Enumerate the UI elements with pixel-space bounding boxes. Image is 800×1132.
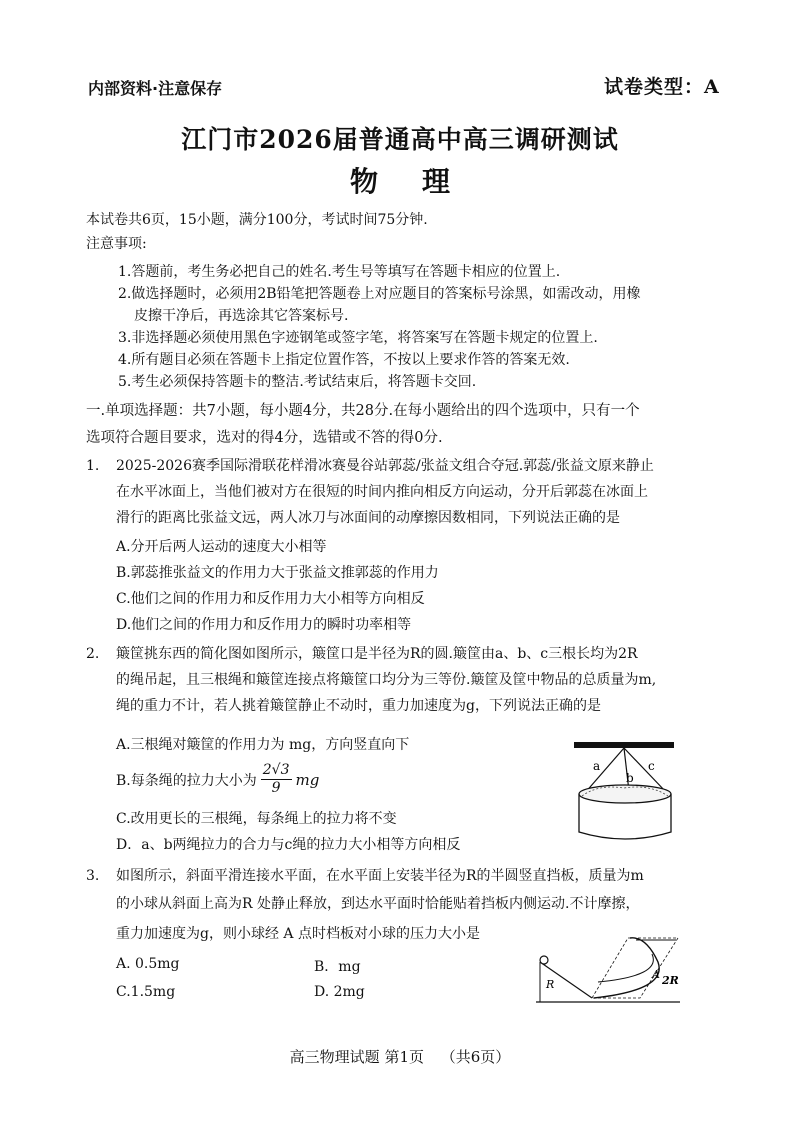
footer-total: （共6页） xyxy=(440,1048,511,1066)
notice-item: 3.非选择题必须使用黑色字迹钢笔或签字笔，将答案写在答题卡规定的位置上. xyxy=(118,330,598,346)
option-c: C.他们之间的作用力和反作用力大小相等方向相反 xyxy=(116,591,425,607)
question-text: 的小球从斜面上高为R 处静止释放，到达水平面时恰能贴着挡板内侧运动.不计摩擦， xyxy=(116,896,640,912)
section-heading-cont: 选项符合题目要求，选对的得4分，选错或不答的得0分. xyxy=(86,430,443,446)
footer-page: 高三物理试题 第1页 xyxy=(289,1048,424,1066)
subject-title xyxy=(0,160,800,200)
option-d: D．a、b两绳拉力的合力与c绳的拉力大小相等方向相反 xyxy=(116,837,461,853)
point-a-label: A xyxy=(652,968,660,981)
question-text: 重力加速度为g，则小球经 A 点时档板对小球的压力大小是 xyxy=(116,926,480,942)
ball xyxy=(540,956,548,964)
option-d: D. 2mg xyxy=(314,984,365,1000)
notice-title: 注意事项: xyxy=(86,236,147,252)
notice-item: 皮擦干净后，再选涂其它答案标号. xyxy=(134,308,349,324)
option-a: A. 0.5mg xyxy=(116,956,180,972)
question-text: 簸筐挑东西的简化图如图所示，簸筐口是半径为R的圆.簸筐由a、b、c三根长均为2R xyxy=(116,646,638,662)
rope-label-c: c xyxy=(648,759,655,773)
rope-label-b: b xyxy=(626,771,634,785)
option-c: C.改用更长的三根绳，每条绳上的拉力将不变 xyxy=(116,811,397,827)
exam-title: 江门市2026届普通高中高三调研测试 xyxy=(181,125,619,154)
subject-char-2: 理 xyxy=(422,165,451,198)
notice-item: 4.所有题目必须在答题卡上指定位置作答，不按以上要求作答的答案无效. xyxy=(118,352,570,368)
horizontal-plane xyxy=(592,938,678,998)
fraction xyxy=(261,762,292,797)
fraction-numerator: 2√3 xyxy=(262,762,290,778)
subject-char-1: 物 xyxy=(349,165,378,198)
option-b xyxy=(116,762,319,797)
question-text: 绳的重力不计，若人挑着簸筐静止不动时，重力加速度为g，下列说法正确的是 xyxy=(116,698,601,714)
question-text: 如图所示，斜面平滑连接水平面，在水平面上安装半径为R的半圆竖直挡板，质量为m xyxy=(116,868,644,884)
page-footer xyxy=(0,1046,800,1067)
section-heading: 一.单项选择题：共7小题，每小题4分，共28分.在每小题给出的四个选项中，只有一个 xyxy=(86,403,640,419)
question-number: 1. xyxy=(86,458,100,474)
fraction-denominator: 9 xyxy=(271,780,281,796)
notice-item: 2.做选择题时，必须用2B铅笔把答题卷上对应题目的答案标号涂黑，如需改动，用橡 xyxy=(118,286,641,302)
question-text: 2025-2026赛季国际滑联花样滑冰赛曼谷站郭蕊/张益文组合夺冠.郭蕊/张益文原来静止 xyxy=(116,458,654,474)
paper-type-label: 试卷类型：A xyxy=(604,76,720,98)
option-d: D.他们之间的作用力和反作用力的瞬时功率相等 xyxy=(116,617,412,633)
option-c: C.1.5mg xyxy=(116,984,176,1000)
option-a: A.分开后两人运动的速度大小相等 xyxy=(116,539,327,555)
confidential-label: 内部资料·注意保存 xyxy=(88,79,223,98)
option-b: B．mg xyxy=(314,959,361,975)
diameter-label: 2R xyxy=(662,974,679,987)
question-text: 在水平冰面上，当他们被对方在很短的时间内推向相反方向运动，分开后郭蕊在冰面上 xyxy=(116,484,648,500)
question-number: 3. xyxy=(86,868,100,884)
question-text: 的绳吊起，且三根绳和簸筐连接点将簸筐口均分为三等份.簸筐及筐中物品的总质量为m, xyxy=(116,672,657,688)
barrier-top-edge xyxy=(598,954,653,982)
hanging-bar xyxy=(574,742,674,748)
incline-figure xyxy=(528,920,688,1010)
question-text: 滑行的距离比张益文远，两人冰刀与冰面间的动摩擦因数相同，下列说法正确的是 xyxy=(116,510,620,526)
option-b: B.郭蕊推张益文的作用力大于张益文推郭蕊的作用力 xyxy=(116,565,439,581)
option-b-prefix: B.每条绳的拉力大小为 xyxy=(116,772,257,789)
rope-label-a: a xyxy=(593,759,601,773)
option-b-unit: mg xyxy=(295,770,320,789)
notice-item: 5.考生必须保持答题卡的整洁.考试结束后，将答题卡交回. xyxy=(118,374,477,390)
option-a: A.三根绳对簸筐的作用力为 mg，方向竖直向下 xyxy=(116,737,410,753)
basket-figure xyxy=(568,736,680,846)
height-label: R xyxy=(546,978,555,991)
exam-intro: 本试卷共6页，15小题，满分100分，考试时间75分钟. xyxy=(86,212,428,228)
notice-item: 1.答题前，考生务必把自己的姓名.考生号等填写在答题卡相应的位置上. xyxy=(118,264,561,280)
question-number: 2. xyxy=(86,646,100,662)
